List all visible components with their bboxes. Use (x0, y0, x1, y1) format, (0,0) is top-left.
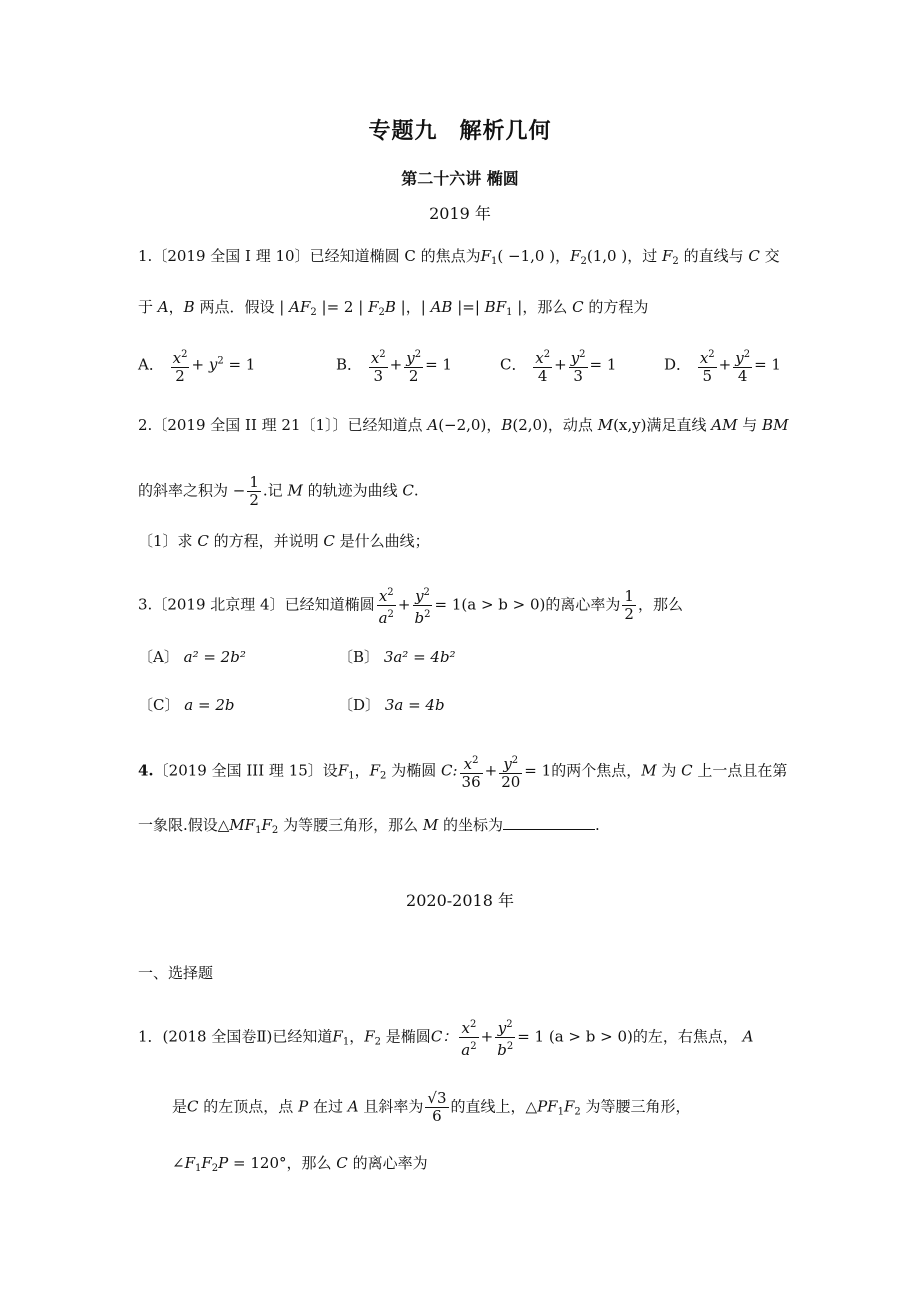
page-title (0, 120, 920, 142)
q3-option-d[interactable]: 〔D〕 3a = 4b (338, 696, 445, 714)
q1-option-c[interactable]: C． $\frac{x^2}{4}$ + $\frac{y^2}{3}$ = 1 (500, 346, 616, 385)
q4-line-1: 4.〔2019 全国 III 理 15〕设$F_1$，$F_2$ 为椭圆 C: $\frac{x^2}{36}$ + $\frac{y^2}{20}$ = 1的两个焦点，M 为 C 上一点且在第 (138, 752, 787, 791)
q1-source: 〔2019 全国 I 理 10〕 (152, 247, 310, 265)
q2-line-2: 的斜率之积为 − $\frac{1}{2}$ .记 M 的轨迹为曲线 C. (138, 473, 419, 509)
q4-line-2: 一象限.假设$\triangle MF_1F_2$ 为等腰三角形，那么 M 的坐标为 . (138, 816, 600, 836)
q1-line-1: 1.〔2019 全国 I 理 10〕已经知道椭圆 C 的焦点为$F_1( -1,0$ )，$F_2(1,0$ )，过 $F_2$ 的直线与 C 交 (138, 247, 780, 267)
year-heading-2019: 2019 年 (429, 204, 491, 223)
q4-answer-blank[interactable] (503, 815, 595, 830)
q5-line-3: $\angle F_1F_2P = 120^\circ$，那么 C 的离心率为 (172, 1154, 428, 1174)
q3-line-1: 3.〔2019 北京理 4〕已经知道椭圆 $\frac{x^2}{a^2}$ + $\frac{y^2}{b^2}$ = 1(a > b > 0)的离心率为 $\frac{1}{2}$ ，那么 (138, 584, 683, 627)
q3-option-c[interactable]: 〔C〕 a = 2b (138, 696, 235, 714)
q3-source: 〔2019 北京理 4〕 (152, 595, 285, 614)
q2-part-1: 〔1〕求 C 的方程，并说明 C 是什么曲线； (138, 532, 430, 550)
q1-option-d[interactable]: D． $\frac{x^2}{5}$ + $\frac{y^2}{4}$ = 1 (664, 346, 781, 385)
q1-option-b[interactable]: B． $\frac{x^2}{3}$ + $\frac{y^2}{2}$ = 1 (336, 346, 452, 385)
year-heading-2020-2018: 2020-2018 年 (406, 891, 514, 910)
q2-line-1: 2.〔2019 全国 II 理 21〔1〕〕已经知道点 A(−2,0)，B(2,0)，动点 M(x,y)满足直线 AM 与 BM (138, 416, 789, 434)
q1-option-a[interactable]: A． $\frac{x^2}{2}$ + $y^2 = 1$ (138, 346, 255, 385)
q5-line-2: 是C 的左顶点，点 P 在过 A 且斜率为 $\frac{√3}{6}$ 的直线上，$\triangle PF_1F_2$ 为等腰三角形， (172, 1089, 691, 1125)
title-part-a: 专题九 (368, 118, 438, 144)
q4-source: 〔2019 全国 III 理 15〕 (153, 761, 323, 780)
q3-option-b[interactable]: 〔B〕 3a² = 4b² (338, 648, 456, 666)
title-part-b: 解析几何 (459, 118, 552, 144)
q5-source: (2018 全国卷Ⅱ) (162, 1027, 273, 1046)
q3-option-a[interactable]: 〔A〕 a² = 2b² (138, 648, 246, 666)
section-heading-choice: 一、选择题 (138, 964, 214, 982)
q5-line-1: 1．(2018 全国卷Ⅱ)已经知道$F_1$，$F_2$ 是椭圆C： $\frac{x^2}{a^2}$ + $\frac{y^2}{b^2}$ = 1 (a > b > 0)的左，右焦点， A (138, 1016, 754, 1059)
q1-line-2: 于 A，B 两点．假设 | $AF_2$ |= 2 | $F_2B$ |，| AB |=| $BF_1$ |，那么 C 的方程为 (138, 298, 649, 318)
page-subtitle: 第二十六讲 椭圆 (401, 169, 519, 188)
q2-source: 〔2019 全国 II 理 21〔1〕〕 (152, 416, 348, 434)
